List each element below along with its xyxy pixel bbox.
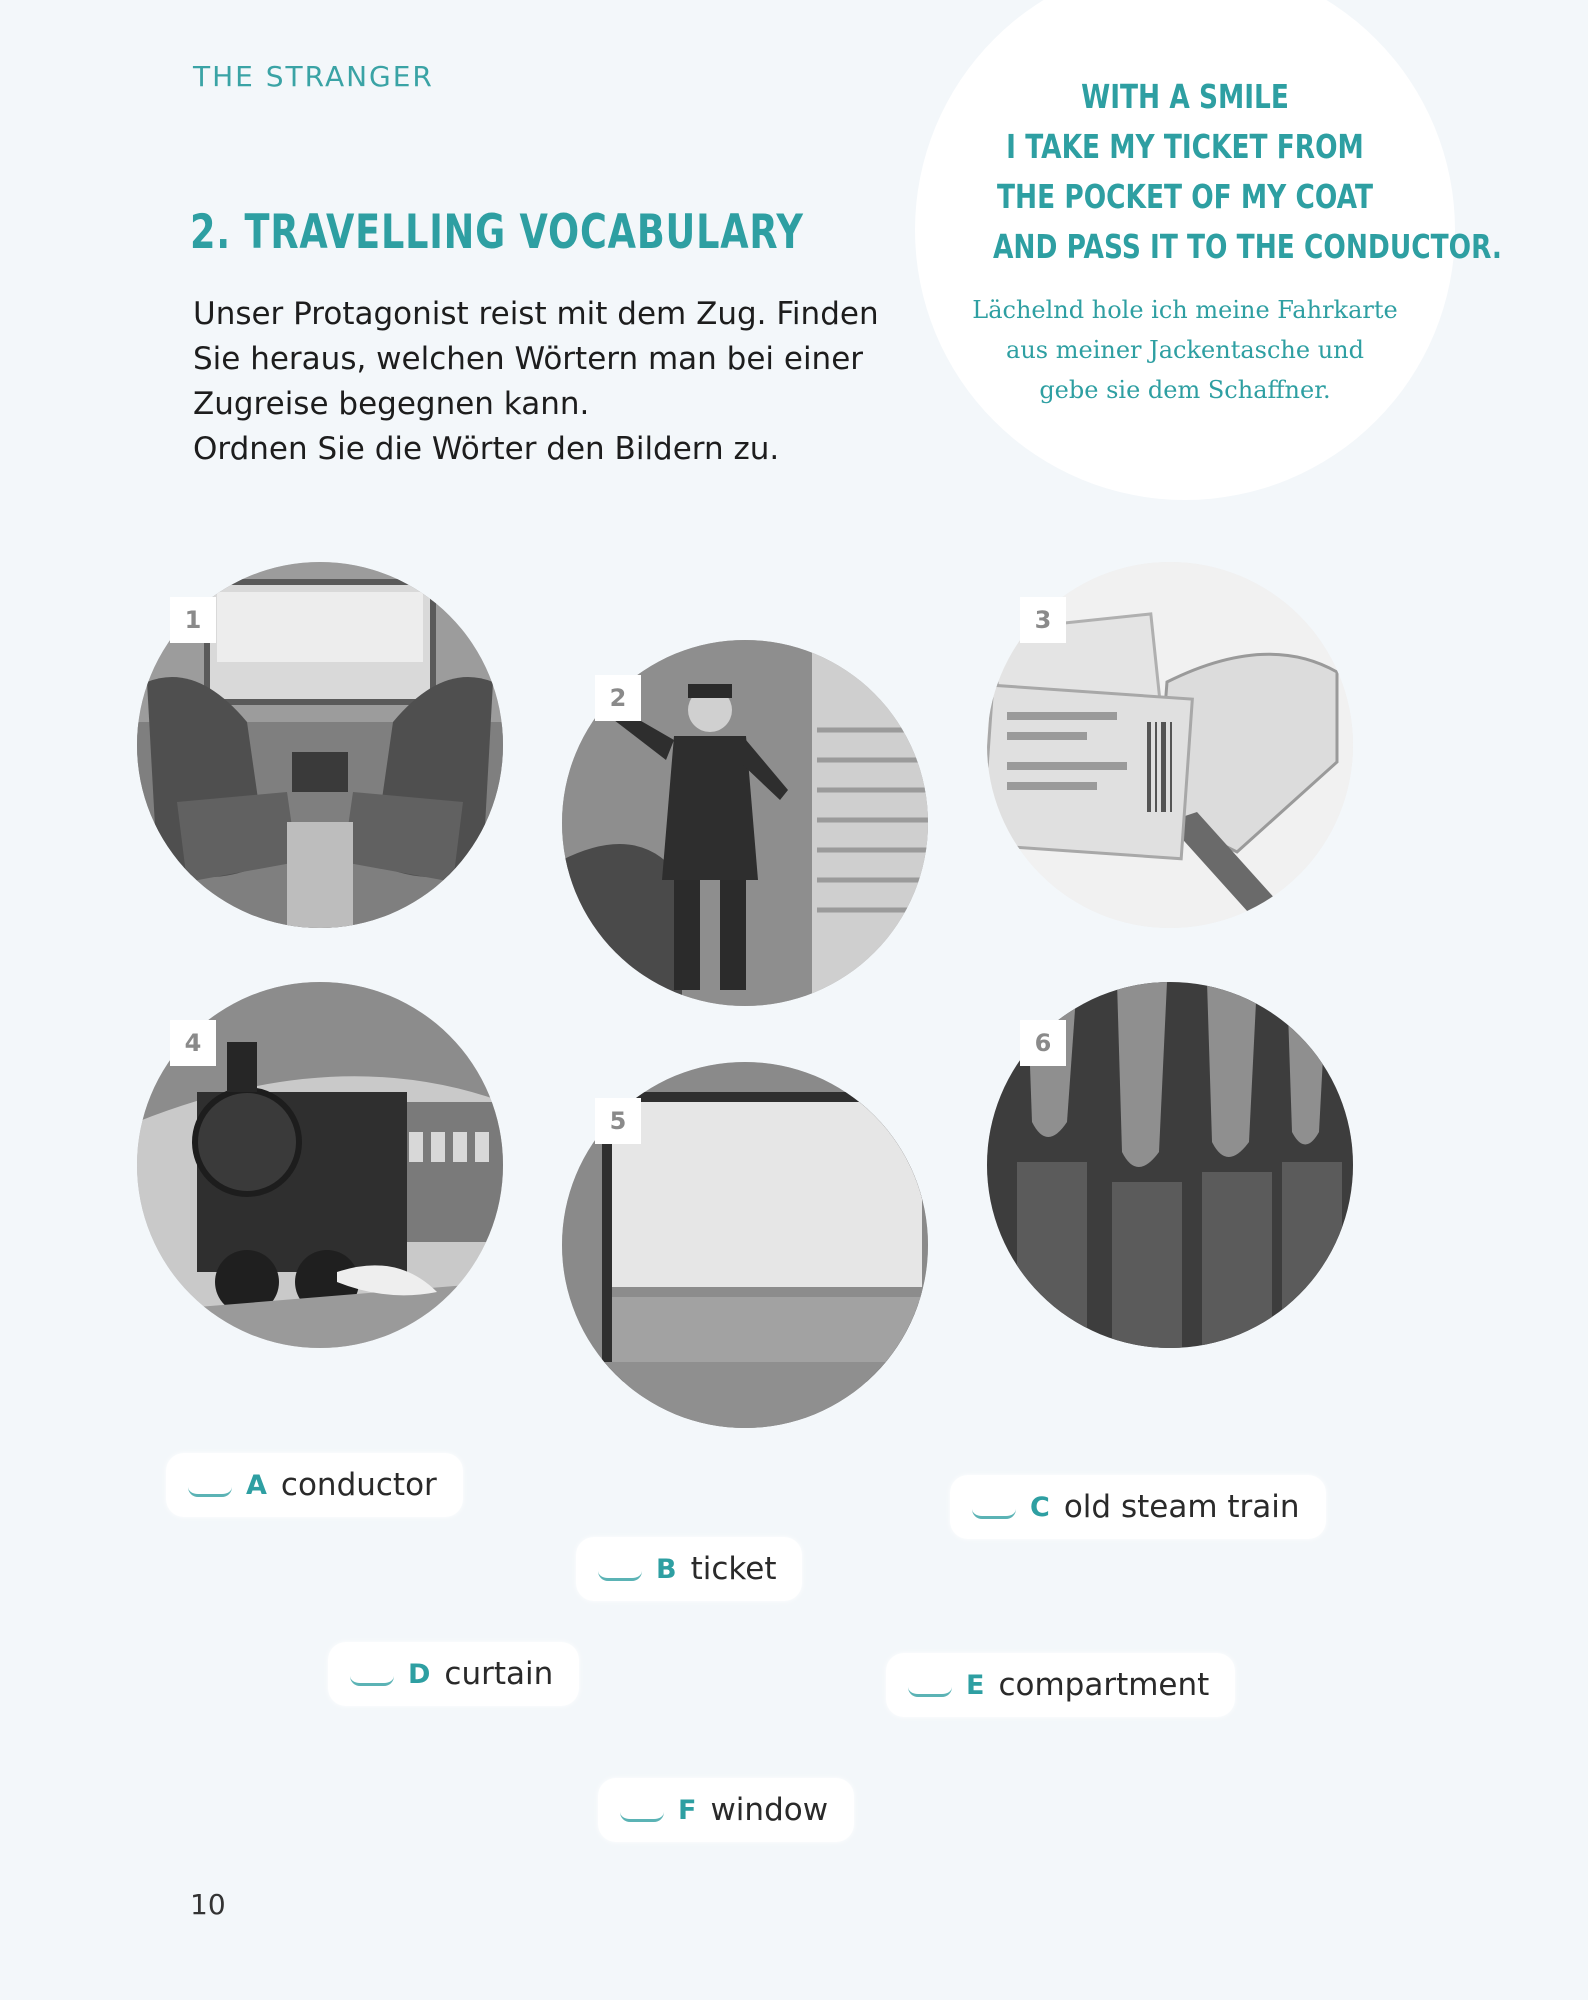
photo-number: 6: [1020, 1020, 1066, 1066]
answer-b: [576, 1537, 802, 1601]
instruction-line: Unser Protagonist reist mit dem Zug. Finden: [193, 296, 879, 332]
answer-word: curtain: [444, 1656, 554, 1692]
answer-word: old steam train: [1063, 1489, 1300, 1525]
answer-blank[interactable]: [620, 1807, 664, 1822]
quote-german-line: aus meiner Jackentasche und: [1006, 336, 1364, 364]
quote-english-line: WITH A SMILE: [1081, 77, 1289, 116]
page-number: 10: [190, 1888, 226, 1921]
answer-f: [598, 1778, 854, 1842]
answer-letter: E: [966, 1669, 985, 1701]
quote-english: [945, 72, 1502, 272]
answer-letter: B: [656, 1553, 677, 1585]
photo-number: 3: [1020, 597, 1066, 643]
photo-number: 1: [170, 597, 216, 643]
quote-english-line: AND PASS IT TO THE CONDUCTOR.: [993, 227, 1502, 266]
answer-blank[interactable]: [598, 1566, 642, 1581]
quote-german-line: Lächelnd hole ich meine Fahrkarte: [972, 296, 1398, 324]
answer-c: [950, 1475, 1326, 1539]
answer-letter: D: [408, 1658, 431, 1690]
quote-english-line: I TAKE MY TICKET FROM: [1006, 127, 1364, 166]
answer-d: [328, 1642, 579, 1706]
answer-blank[interactable]: [188, 1482, 232, 1497]
answer-letter: A: [246, 1469, 267, 1501]
answer-letter: F: [678, 1794, 697, 1826]
photo-number: 4: [170, 1020, 216, 1066]
answer-e: [886, 1653, 1235, 1717]
answer-letter: C: [1030, 1491, 1050, 1523]
answer-a: [166, 1453, 463, 1517]
section-title: 2. TRAVELLING VOCABULARY: [190, 205, 804, 260]
answer-blank[interactable]: [908, 1682, 952, 1697]
answer-blank[interactable]: [350, 1671, 394, 1686]
instructions: [193, 292, 913, 472]
running-head: THE STRANGER: [193, 60, 434, 93]
quote-german-line: gebe sie dem Schaffner.: [1039, 376, 1331, 404]
answer-word: conductor: [280, 1467, 437, 1503]
quote-english-line: THE POCKET OF MY COAT: [997, 177, 1373, 216]
quote-german: [945, 290, 1425, 410]
photo-number: 5: [595, 1098, 641, 1144]
answer-word: ticket: [690, 1551, 777, 1587]
instruction-line: Sie heraus, welchen Wörtern man bei einer: [193, 341, 864, 377]
instruction-line: Zugreise begegnen kann.: [193, 386, 590, 422]
answer-word: compartment: [998, 1667, 1210, 1703]
answer-word: window: [710, 1792, 829, 1828]
photo-number: 2: [595, 675, 641, 721]
instruction-line: Ordnen Sie die Wörter den Bildern zu.: [193, 431, 780, 467]
answer-blank[interactable]: [972, 1504, 1016, 1519]
